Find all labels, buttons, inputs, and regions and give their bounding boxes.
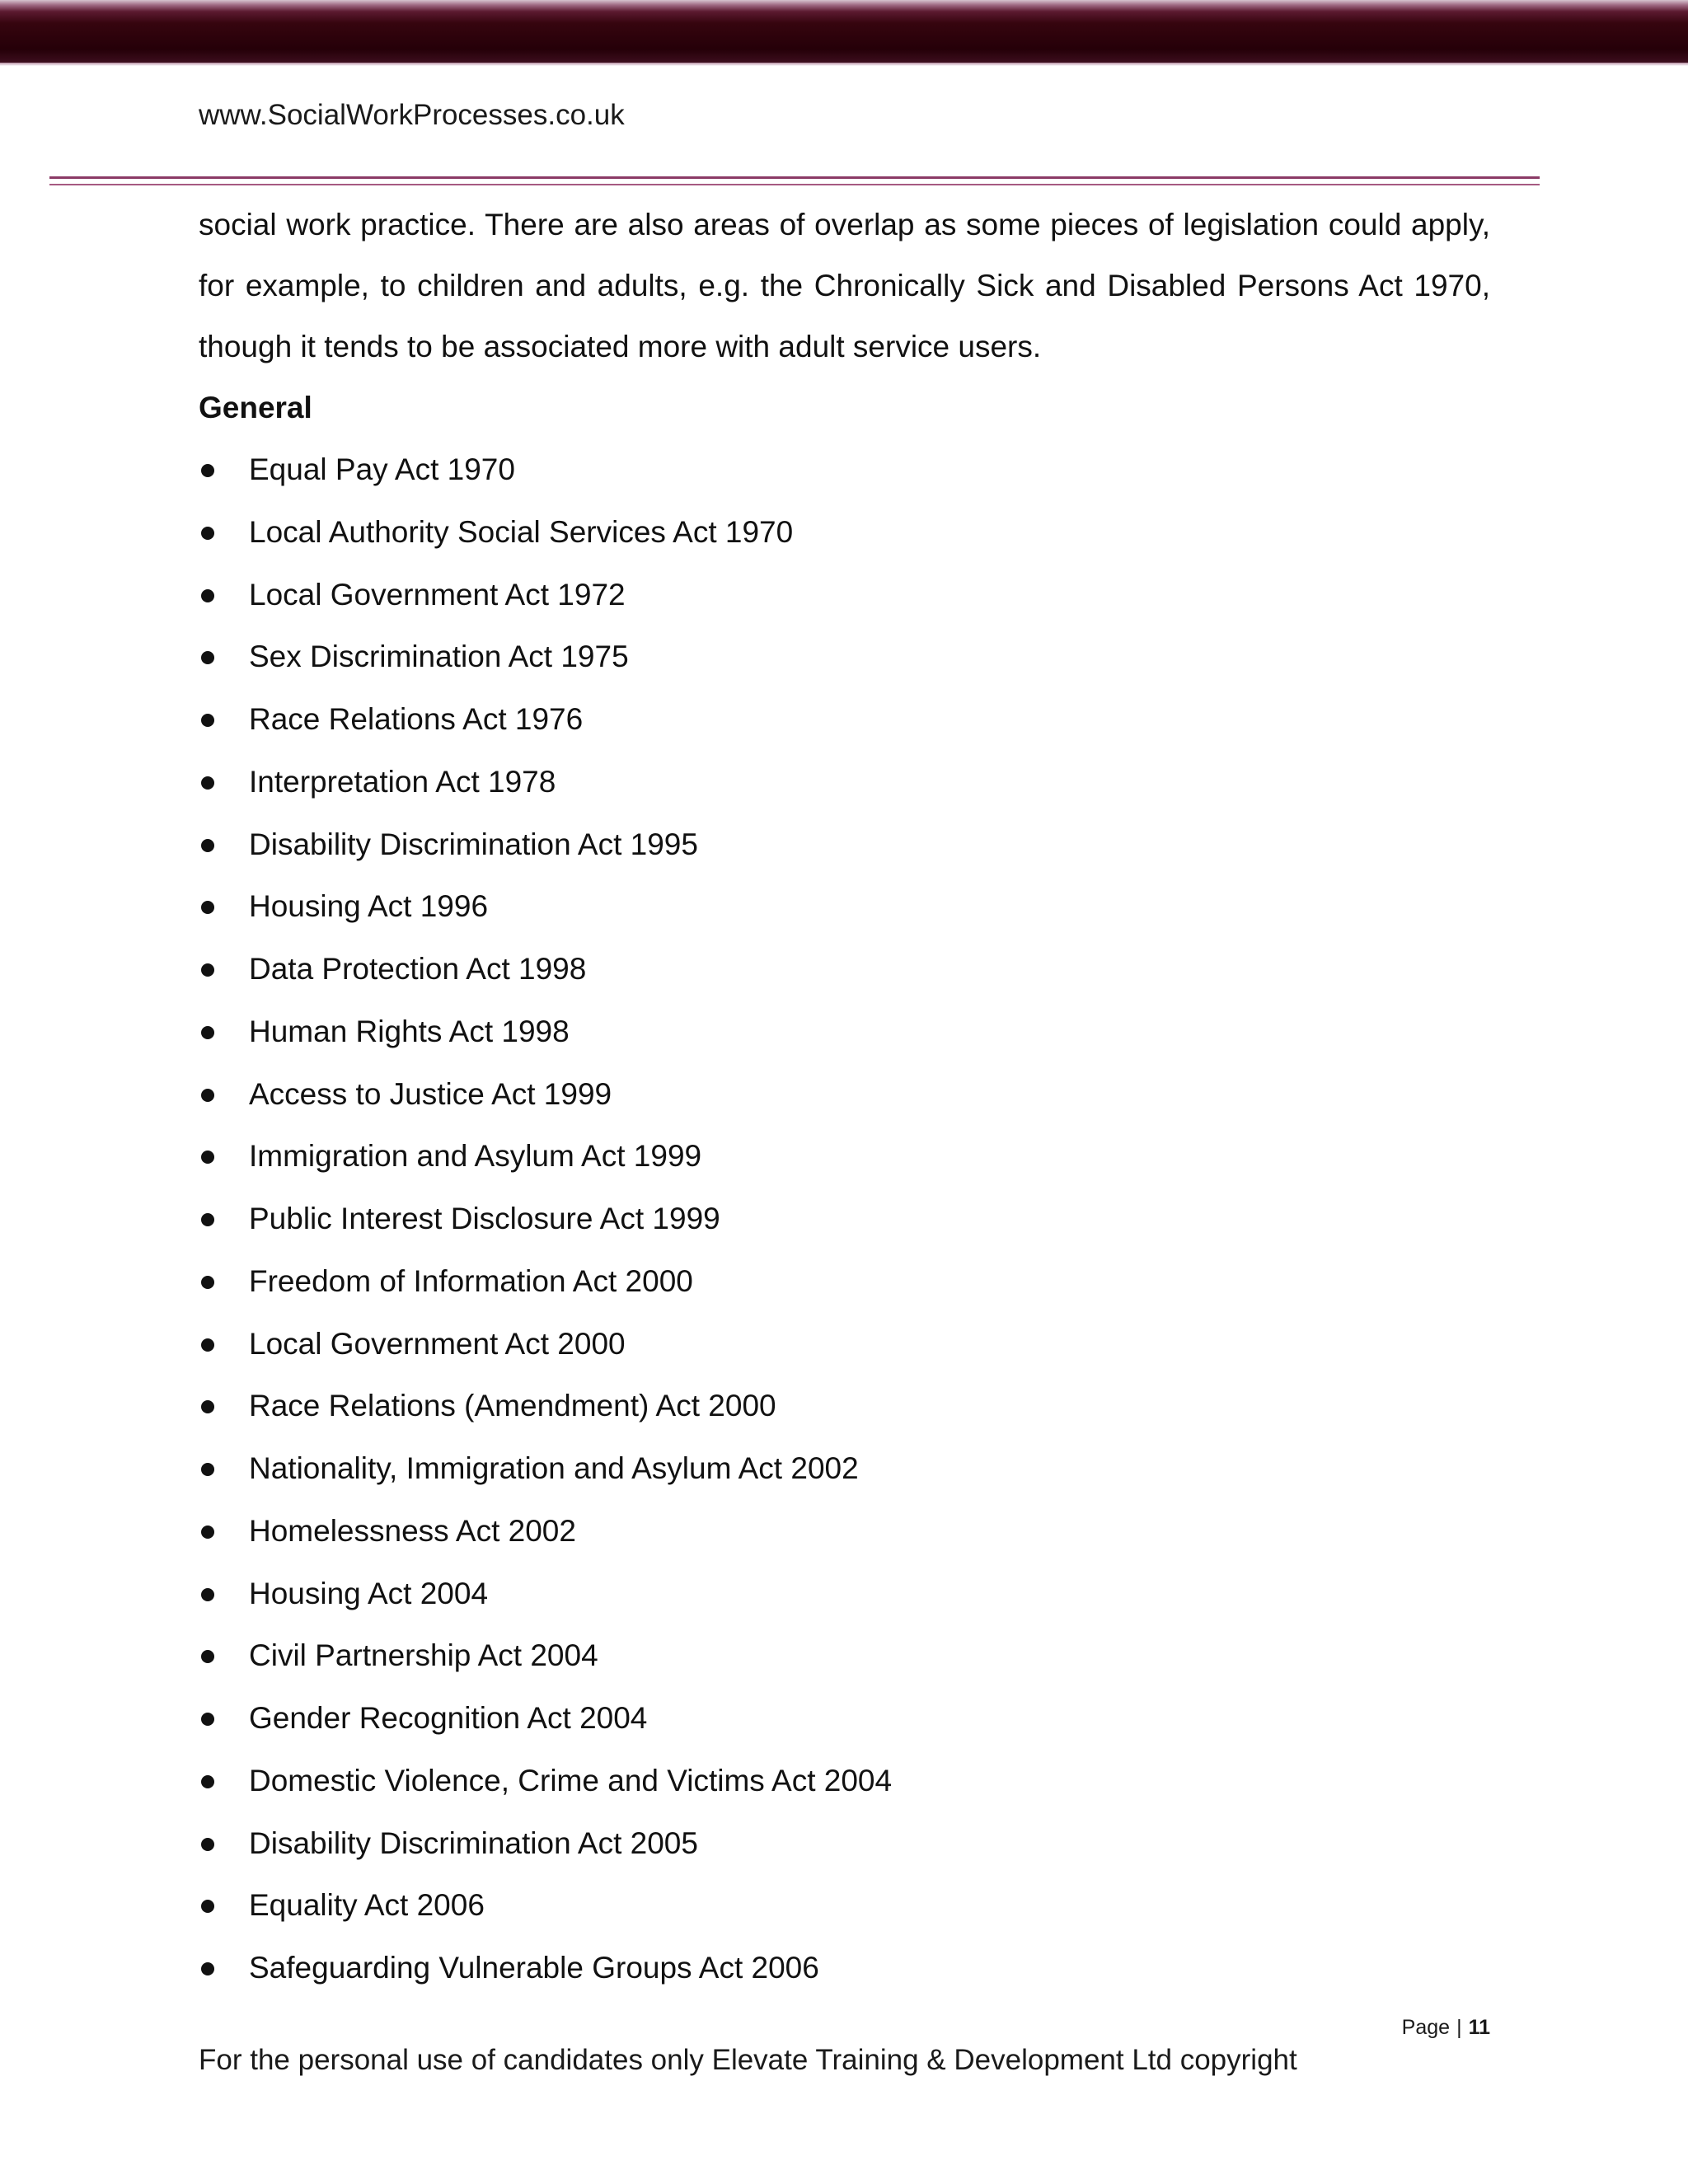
act-name: Data Protection Act 1998 (249, 952, 587, 986)
list-item (199, 1874, 1490, 1937)
bullet-icon (201, 1775, 214, 1788)
bullet-icon (201, 1400, 214, 1413)
bullet-icon (201, 1838, 214, 1851)
list-item (199, 1250, 1490, 1313)
act-name: Homelessness Act 2002 (249, 1513, 576, 1548)
list-item (199, 1313, 1490, 1376)
act-name: Race Relations Act 1976 (249, 702, 584, 736)
act-name: Human Rights Act 1998 (249, 1014, 570, 1048)
header-rule-bottom (49, 184, 1540, 185)
page-number-value: 11 (1468, 2016, 1490, 2039)
bullet-icon (201, 1276, 214, 1289)
footer-copyright: For the personal use of candidates only Elevate Training & Development Ltd copyright (199, 2044, 1297, 2076)
list-item (199, 1750, 1490, 1812)
bullet-icon (201, 1713, 214, 1726)
list-item (199, 1812, 1490, 1875)
act-name: Local Government Act 2000 (249, 1326, 626, 1361)
act-name: Equality Act 2006 (249, 1888, 485, 1923)
list-item (199, 438, 1490, 501)
list-item (199, 1624, 1490, 1687)
act-name: Immigration and Asylum Act 1999 (249, 1139, 702, 1174)
act-name: Public Interest Disclosure Act 1999 (249, 1202, 720, 1235)
bullet-icon (201, 714, 214, 727)
bullet-icon (201, 464, 214, 477)
act-name: Access to Justice Act 1999 (249, 1076, 612, 1111)
bullet-icon (201, 776, 214, 790)
act-name: Local Authority Social Services Act 1970 (249, 514, 794, 549)
list-item (199, 875, 1490, 938)
bullet-icon (201, 1526, 214, 1539)
page-separator: | (1456, 2016, 1462, 2039)
bullet-icon (201, 1588, 214, 1601)
act-name: Disability Discrimination Act 1995 (249, 827, 698, 861)
bullet-icon (201, 963, 214, 977)
list-item (199, 1063, 1490, 1126)
act-name: Local Government Act 1972 (249, 577, 626, 612)
act-name: Freedom of Information Act 2000 (249, 1263, 693, 1298)
list-item (199, 1125, 1490, 1188)
act-name: Nationality, Immigration and Asylum Act 2002 (249, 1451, 859, 1485)
list-item (199, 688, 1490, 751)
bullet-icon (201, 1151, 214, 1164)
header-band (0, 0, 1688, 63)
act-name: Safeguarding Vulnerable Groups Act 2006 (249, 1951, 819, 1985)
list-item (199, 564, 1490, 626)
bullet-icon (201, 1650, 214, 1663)
list-item (199, 1563, 1490, 1625)
list-item (199, 938, 1490, 1001)
bullet-icon (201, 1026, 214, 1039)
bullet-icon (201, 1900, 214, 1913)
list-item (199, 1375, 1490, 1437)
list-item (199, 626, 1490, 688)
bullet-icon (201, 839, 214, 852)
act-name: Disability Discrimination Act 2005 (249, 1825, 698, 1860)
list-item (199, 1937, 1490, 1999)
act-name: Sex Discrimination Act 1975 (249, 640, 629, 674)
act-name: Race Relations (Amendment) Act 2000 (249, 1389, 776, 1423)
bullet-icon (201, 527, 214, 540)
bullet-icon (201, 1338, 214, 1352)
list-item (199, 501, 1490, 564)
list-item (199, 1437, 1490, 1500)
list-item (199, 813, 1490, 876)
act-name: Interpretation Act 1978 (249, 764, 556, 799)
page-number (1402, 2016, 1490, 2040)
page-content (199, 194, 1490, 1999)
act-name: Domestic Violence, Crime and Victims Act 2004 (249, 1763, 893, 1797)
bullet-icon (201, 1213, 214, 1226)
list-item (199, 1687, 1490, 1750)
bullet-icon (201, 589, 214, 602)
act-name: Civil Partnership Act 2004 (249, 1638, 598, 1673)
intro-paragraph: social work practice. There are also areas of overlap as some pieces of legislation could apply, for example, to children and adults, e.g. the Chronically Sick and Disabled Persons Act 1970, though it tends to be associated more with adult service users. (199, 208, 1490, 363)
section-heading: General (199, 391, 312, 424)
acts-list (199, 438, 1490, 1999)
page-label: Page (1401, 2016, 1451, 2039)
list-item (199, 1188, 1490, 1250)
bullet-icon (201, 651, 214, 664)
site-url: www.SocialWorkProcesses.co.uk (199, 99, 625, 131)
header-band-edge (0, 63, 1688, 66)
bullet-icon (201, 901, 214, 914)
list-item (199, 751, 1490, 813)
act-name: Housing Act 2004 (249, 1576, 489, 1610)
header-rule-top (49, 176, 1540, 179)
bullet-icon (201, 1089, 214, 1102)
act-name: Equal Pay Act 1970 (249, 452, 515, 486)
bullet-icon (201, 1463, 214, 1476)
list-item (199, 1500, 1490, 1563)
list-item (199, 1001, 1490, 1063)
act-name: Gender Recognition Act 2004 (249, 1701, 648, 1735)
bullet-icon (201, 1962, 214, 1975)
act-name: Housing Act 1996 (249, 889, 489, 924)
